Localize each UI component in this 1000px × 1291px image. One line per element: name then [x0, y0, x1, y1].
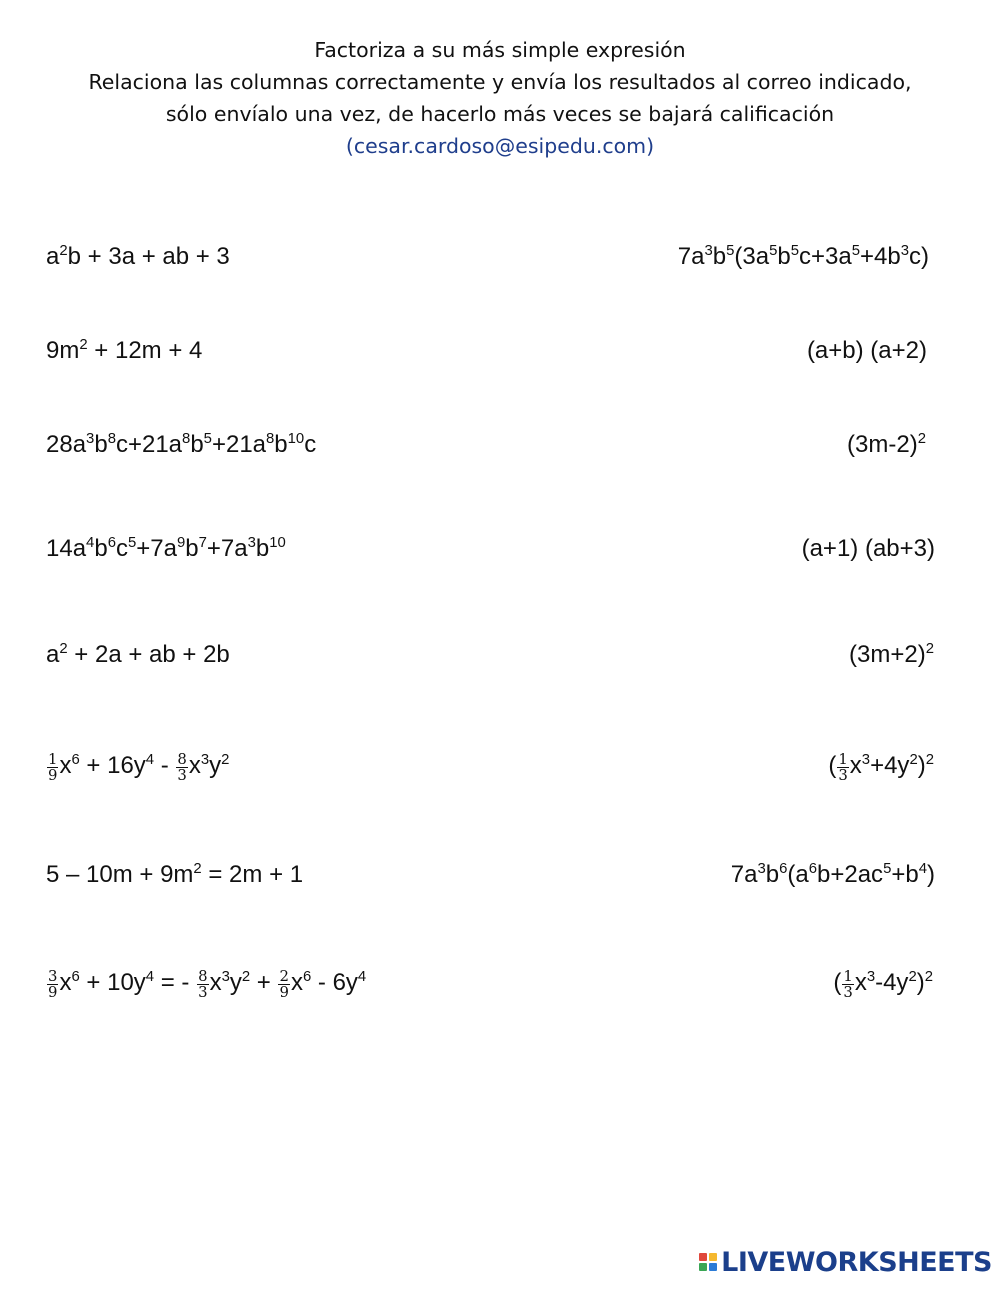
match-row: [0, 855, 1000, 895]
match-row: [0, 237, 1000, 277]
expression-left[interactable]: $9m^2 + 12m + 4$: [46, 336, 203, 364]
expression-left[interactable]: $5 - 10m + 9m^2 = 2m + 1$: [46, 860, 304, 888]
match-row: [0, 425, 1000, 465]
expression-left[interactable]: $28a^3b^8c+21a^8b^5+21a^8b^{10}c$: [46, 430, 317, 458]
answer-right[interactable]: ( $\frac{1}{3}$ $x^3+4y^2)^2$: [828, 749, 934, 785]
answer-right[interactable]: $7a^3b^6(a^6b+2ac^5+b^4)$: [730, 860, 935, 888]
match-row: [0, 529, 1000, 569]
liveworksheets-logo: [699, 1247, 992, 1277]
instruction-line: sólo envíalo una vez, de hacerlo más veces se bajará calificación: [165, 102, 835, 126]
expression-left[interactable]: $a^2 + 2a$ + ab + 2b: [46, 640, 230, 668]
match-row: [0, 635, 1000, 675]
liveworksheets-logo-icon: [699, 1253, 717, 1271]
expression-left[interactable]: $\frac{1}{9}$ $x^6 + 16y^4$ - $\frac{8}{3}$ $x^3y^2$: [48, 749, 230, 785]
match-row: [0, 331, 1000, 371]
answer-right[interactable]: $7a^3b^5(3a^5b^5c+3a^5+4b^3c)$: [677, 242, 929, 270]
expression-left[interactable]: $a^2b + 3a$ + ab + 3: [46, 242, 230, 270]
match-row: [0, 746, 1000, 786]
page-title: Factoriza a su más simple expresión: [314, 38, 686, 62]
instruction-line: Relaciona las columnas correctamente y envía los resultados al correo indicado,: [88, 70, 912, 94]
match-row: [0, 963, 1000, 1003]
answer-right[interactable]: ( $\frac{1}{3}$ $x^3-4y^2)^2$: [833, 966, 933, 1002]
instructions-header: [0, 34, 1000, 162]
email-address: (cesar.cardoso@esipedu.com): [345, 134, 655, 158]
expression-left[interactable]: $14a^4b^6c^5+7a^9b^7+7a^3b^{10}$: [46, 534, 286, 562]
answer-right[interactable]: (a+b) (a+2): [806, 337, 927, 364]
answer-right[interactable]: $(3m+2)^2$: [849, 640, 934, 668]
answer-right[interactable]: $(3m-2)^2$: [847, 430, 926, 458]
expression-left[interactable]: $\frac{3}{9}$ $x^6 + 10y^4$ = - $\frac{8}{3}$ $x^3y^2$ + $\frac{2}{9}$ $x^6 - 6y^4$: [48, 966, 367, 1002]
answer-right[interactable]: (a+1) (ab+3): [801, 535, 935, 562]
brand-name: LIVEWORKSHEETS: [721, 1246, 992, 1278]
